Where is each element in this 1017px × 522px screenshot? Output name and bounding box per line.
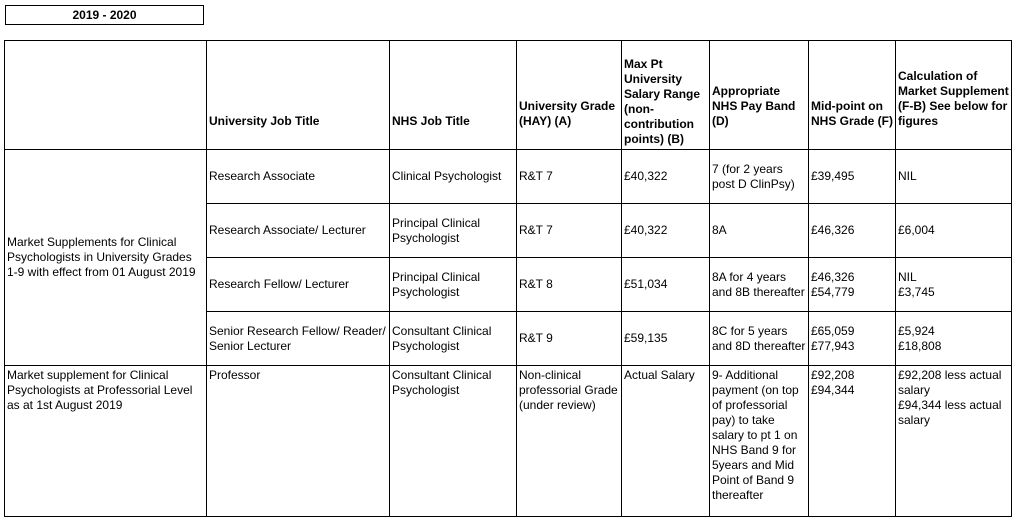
nhs-pay-band-cell: 7 (for 2 years post D ClinPsy) <box>710 150 809 204</box>
nhs-pay-band-cell: 8A for 4 years and 8B thereafter <box>710 258 809 312</box>
max-salary-cell: Actual Salary <box>622 366 710 517</box>
university-grade-cell: R&T 7 <box>517 150 622 204</box>
university-job-title-cell: Professor <box>207 366 390 517</box>
header-nhs-job-title: NHS Job Title <box>390 41 517 150</box>
calculation-value: £3,745 <box>898 284 935 299</box>
nhs-job-title-cell: Principal Clinical Psychologist <box>390 258 517 312</box>
header-university-grade: University Grade (HAY) (A) <box>517 41 622 150</box>
max-salary-cell: £51,034 <box>622 258 710 312</box>
university-job-title-cell: Research Associate/ Lecturer <box>207 204 390 258</box>
max-salary-cell: £59,135 <box>622 312 710 366</box>
header-row <box>5 41 1012 150</box>
calculation-value: NIL <box>898 169 917 183</box>
calculation-cell <box>896 312 1012 366</box>
midpoint-value: £54,779 <box>811 284 855 299</box>
midpoint-value: £46,326 <box>811 223 855 237</box>
header-nhs-pay-band: Appropriate NHS Pay Band (D) <box>710 41 809 150</box>
market-supplement-table <box>4 40 1012 517</box>
midpoint-value: £46,326 <box>811 269 855 284</box>
section-label-professorial: Market supplement for Clinical Psychologists at Professorial Level as at 1st August 2019 <box>5 366 207 517</box>
max-salary-cell: £40,322 <box>622 150 710 204</box>
midpoint-cell <box>809 312 896 366</box>
table-row <box>5 150 1012 204</box>
calculation-value: £94,344 less actual salary <box>898 398 1002 427</box>
university-job-title-cell: Research Associate <box>207 150 390 204</box>
calculation-value: £18,808 <box>898 338 942 353</box>
university-job-title-cell: Senior Research Fellow/ Reader/ Senior Lecturer <box>207 312 390 366</box>
midpoint-value: £77,943 <box>811 338 855 353</box>
midpoint-value: £94,344 <box>811 383 855 397</box>
nhs-pay-band-cell: 8C for 5 years and 8D thereafter <box>710 312 809 366</box>
midpoint-cell <box>809 204 896 258</box>
calculation-cell <box>896 150 1012 204</box>
midpoint-value: £92,208 <box>811 368 855 382</box>
max-salary-cell: £40,322 <box>622 204 710 258</box>
header-university-job-title: University Job Title <box>207 41 390 150</box>
midpoint-value: £39,495 <box>811 169 855 183</box>
calculation-cell <box>896 258 1012 312</box>
header-blank <box>5 41 207 150</box>
nhs-pay-band-cell: 9- Additional payment (on top of professorial pay) to take salary to pt 1 on NHS Band 9 for 5years and Mid Point of Band 9 thereafter <box>710 366 809 517</box>
header-max-pt-salary: Max Pt University Salary Range (non-contribution points) (B) <box>622 41 710 150</box>
calculation-cell <box>896 204 1012 258</box>
midpoint-cell <box>809 150 896 204</box>
calculation-value: £92,208 less actual salary <box>898 368 1002 397</box>
university-grade-cell: R&T 8 <box>517 258 622 312</box>
midpoint-value: £65,059 <box>811 323 855 338</box>
nhs-job-title-cell: Consultant Clinical Psychologist <box>390 366 517 517</box>
calculation-value: £6,004 <box>898 223 935 237</box>
section-label-grades-1-9: Market Supplements for Clinical Psychologists in University Grades 1-9 with effect from 01 August 2019 <box>5 150 207 366</box>
nhs-job-title-cell: Principal Clinical Psychologist <box>390 204 517 258</box>
midpoint-cell <box>809 258 896 312</box>
header-midpoint: Mid-point on NHS Grade (F) <box>809 41 896 150</box>
nhs-pay-band-cell: 8A <box>710 204 809 258</box>
nhs-job-title-cell: Clinical Psychologist <box>390 150 517 204</box>
year-label: 2019 - 2020 <box>5 5 204 25</box>
table-row <box>5 366 1012 517</box>
midpoint-cell <box>809 366 896 517</box>
university-grade-cell: R&T 7 <box>517 204 622 258</box>
nhs-job-title-cell: Consultant Clinical Psychologist <box>390 312 517 366</box>
university-grade-cell: R&T 9 <box>517 312 622 366</box>
university-grade-cell: Non-clinical professorial Grade (under review) <box>517 366 622 517</box>
calculation-value: NIL <box>898 269 917 284</box>
header-calculation: Calculation of Market Supplement (F-B) See below for figures <box>896 41 1012 150</box>
calculation-cell <box>896 366 1012 517</box>
calculation-value: £5,924 <box>898 323 935 338</box>
university-job-title-cell: Research Fellow/ Lecturer <box>207 258 390 312</box>
